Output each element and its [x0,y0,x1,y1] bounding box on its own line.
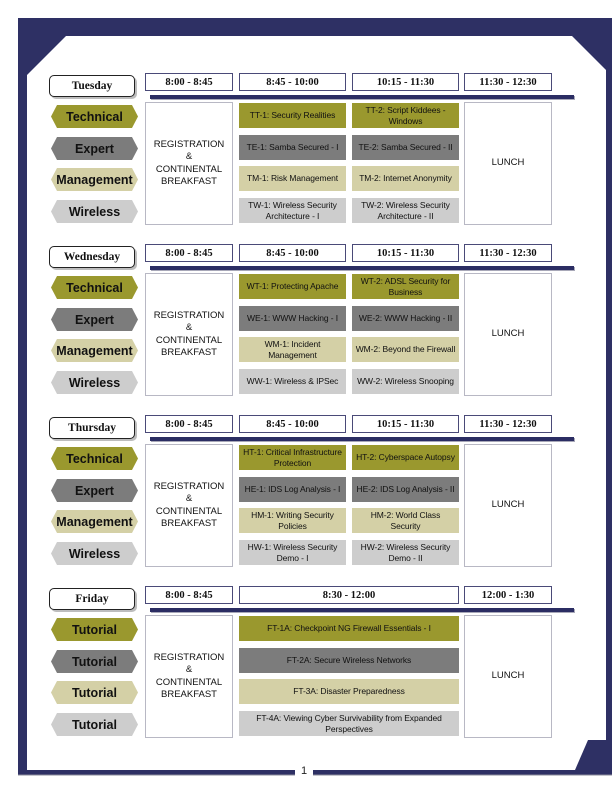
session-cell: HT-1: Critical Infrastructure Protection [239,445,346,470]
track-tab [51,713,138,736]
time-slot: 10:15 - 11:30 [352,244,459,262]
track-tab [51,371,138,394]
track-tab-label: Expert [75,141,114,156]
track-tab [51,510,138,533]
track-tab-label: Expert [75,483,114,498]
breakfast-text: REGISTRATION & CONTINENTAL BREAKFAST [153,481,225,529]
lunch-text: LUNCH [491,499,525,511]
day-label: Friday [49,588,135,610]
lunch-text: LUNCH [491,157,525,169]
lunch-panel [464,615,552,738]
session-cell: TT-1: Security Realities [239,103,346,128]
lunch-panel [464,444,552,567]
divider-rule [150,95,574,99]
lunch-panel [464,102,552,225]
session-cell: TE-2: Samba Secured - II [352,135,459,160]
track-tab-label: Technical [66,280,123,295]
track-tab [51,137,138,160]
track-tab-label: Management [56,343,133,358]
session-cell: WE-1: WWW Hacking - I [239,306,346,331]
track-tab [51,200,138,223]
time-slot: 8:30 - 12:00 [239,586,459,604]
time-slot: 8:00 - 8:45 [145,415,233,433]
lunch-text: LUNCH [491,328,525,340]
day-label: Wednesday [49,246,135,268]
track-tab [51,339,138,362]
track-tab-label: Wireless [68,375,121,390]
session-cell: TM-1: Risk Management [239,166,346,191]
session-cell: HW-2: Wireless Security Demo - II [352,540,459,565]
session-cell: WM-2: Beyond the Firewall [352,337,459,362]
divider-rule [150,266,574,270]
track-tab-label: Tutorial [72,622,117,637]
breakfast-text: REGISTRATION & CONTINENTAL BREAKFAST [153,139,225,187]
track-tab-label: Management [56,514,133,529]
time-slot: 10:15 - 11:30 [352,415,459,433]
track-tab-label: Wireless [68,204,121,219]
track-tab [51,650,138,673]
track-tab-label: Wireless [68,546,121,561]
session-cell: TT-2: Script Kiddees - Windows [352,103,459,128]
time-slot: 8:45 - 10:00 [239,244,346,262]
session-cell: FT-1A: Checkpoint NG Firewall Essentials - I [239,616,459,641]
time-slot: 11:30 - 12:30 [464,244,552,262]
time-slot: 12:00 - 1:30 [464,586,552,604]
track-tab [51,479,138,502]
track-tab-label: Tutorial [72,685,117,700]
time-slot: 8:45 - 10:00 [239,415,346,433]
session-cell: WT-1: Protecting Apache [239,274,346,299]
track-tab-label: Tutorial [72,717,117,732]
session-cell: TM-2: Internet Anonymity [352,166,459,191]
track-tab [51,618,138,641]
session-cell: HT-2: Cyberspace Autopsy [352,445,459,470]
track-tab-label: Expert [75,312,114,327]
divider-rule [150,437,574,441]
session-cell: HM-2: World Class Security [352,508,459,533]
breakfast-text: REGISTRATION & CONTINENTAL BREAKFAST [153,310,225,358]
track-tab [51,308,138,331]
breakfast-panel [145,615,233,738]
track-tab [51,447,138,470]
track-tab [51,276,138,299]
track-tab-label: Tutorial [72,654,117,669]
session-cell: HM-1: Writing Security Policies [239,508,346,533]
session-cell: HE-2: IDS Log Analysis - II [352,477,459,502]
session-cell: WE-2: WWW Hacking - II [352,306,459,331]
session-cell: TW-1: Wireless Security Architecture - I [239,198,346,223]
track-tab [51,168,138,191]
breakfast-panel [145,273,233,396]
lunch-panel [464,273,552,396]
day-label: Tuesday [49,75,135,97]
time-slot: 8:00 - 8:45 [145,73,233,91]
session-cell: WW-1: Wireless & IPSec [239,369,346,394]
session-cell: FT-2A: Secure Wireless Networks [239,648,459,673]
track-tab [51,542,138,565]
track-tab-label: Management [56,172,133,187]
page-number: 1 [295,765,313,777]
track-tab-label: Technical [66,451,123,466]
track-tab [51,105,138,128]
divider-rule [150,608,574,612]
track-tab-label: Technical [66,109,123,124]
time-slot: 11:30 - 12:30 [464,73,552,91]
time-slot: 11:30 - 12:30 [464,415,552,433]
time-slot: 8:45 - 10:00 [239,73,346,91]
lunch-text: LUNCH [491,670,525,682]
session-cell: TE-1: Samba Secured - I [239,135,346,160]
session-cell: WT-2: ADSL Security for Business [352,274,459,299]
breakfast-panel [145,444,233,567]
breakfast-text: REGISTRATION & CONTINENTAL BREAKFAST [153,652,225,700]
time-slot: 10:15 - 11:30 [352,73,459,91]
session-cell: HE-1: IDS Log Analysis - I [239,477,346,502]
time-slot: 8:00 - 8:45 [145,244,233,262]
session-cell: FT-4A: Viewing Cyber Survivability from Expanded Perspectives [239,711,459,736]
time-slot: 8:00 - 8:45 [145,586,233,604]
session-cell: FT-3A: Disaster Preparedness [239,679,459,704]
session-cell: TW-2: Wireless Security Architecture - II [352,198,459,223]
session-cell: HW-1: Wireless Security Demo - I [239,540,346,565]
day-label: Thursday [49,417,135,439]
breakfast-panel [145,102,233,225]
track-tab [51,681,138,704]
session-cell: WM-1: Incident Management [239,337,346,362]
session-cell: WW-2: Wireless Snooping [352,369,459,394]
